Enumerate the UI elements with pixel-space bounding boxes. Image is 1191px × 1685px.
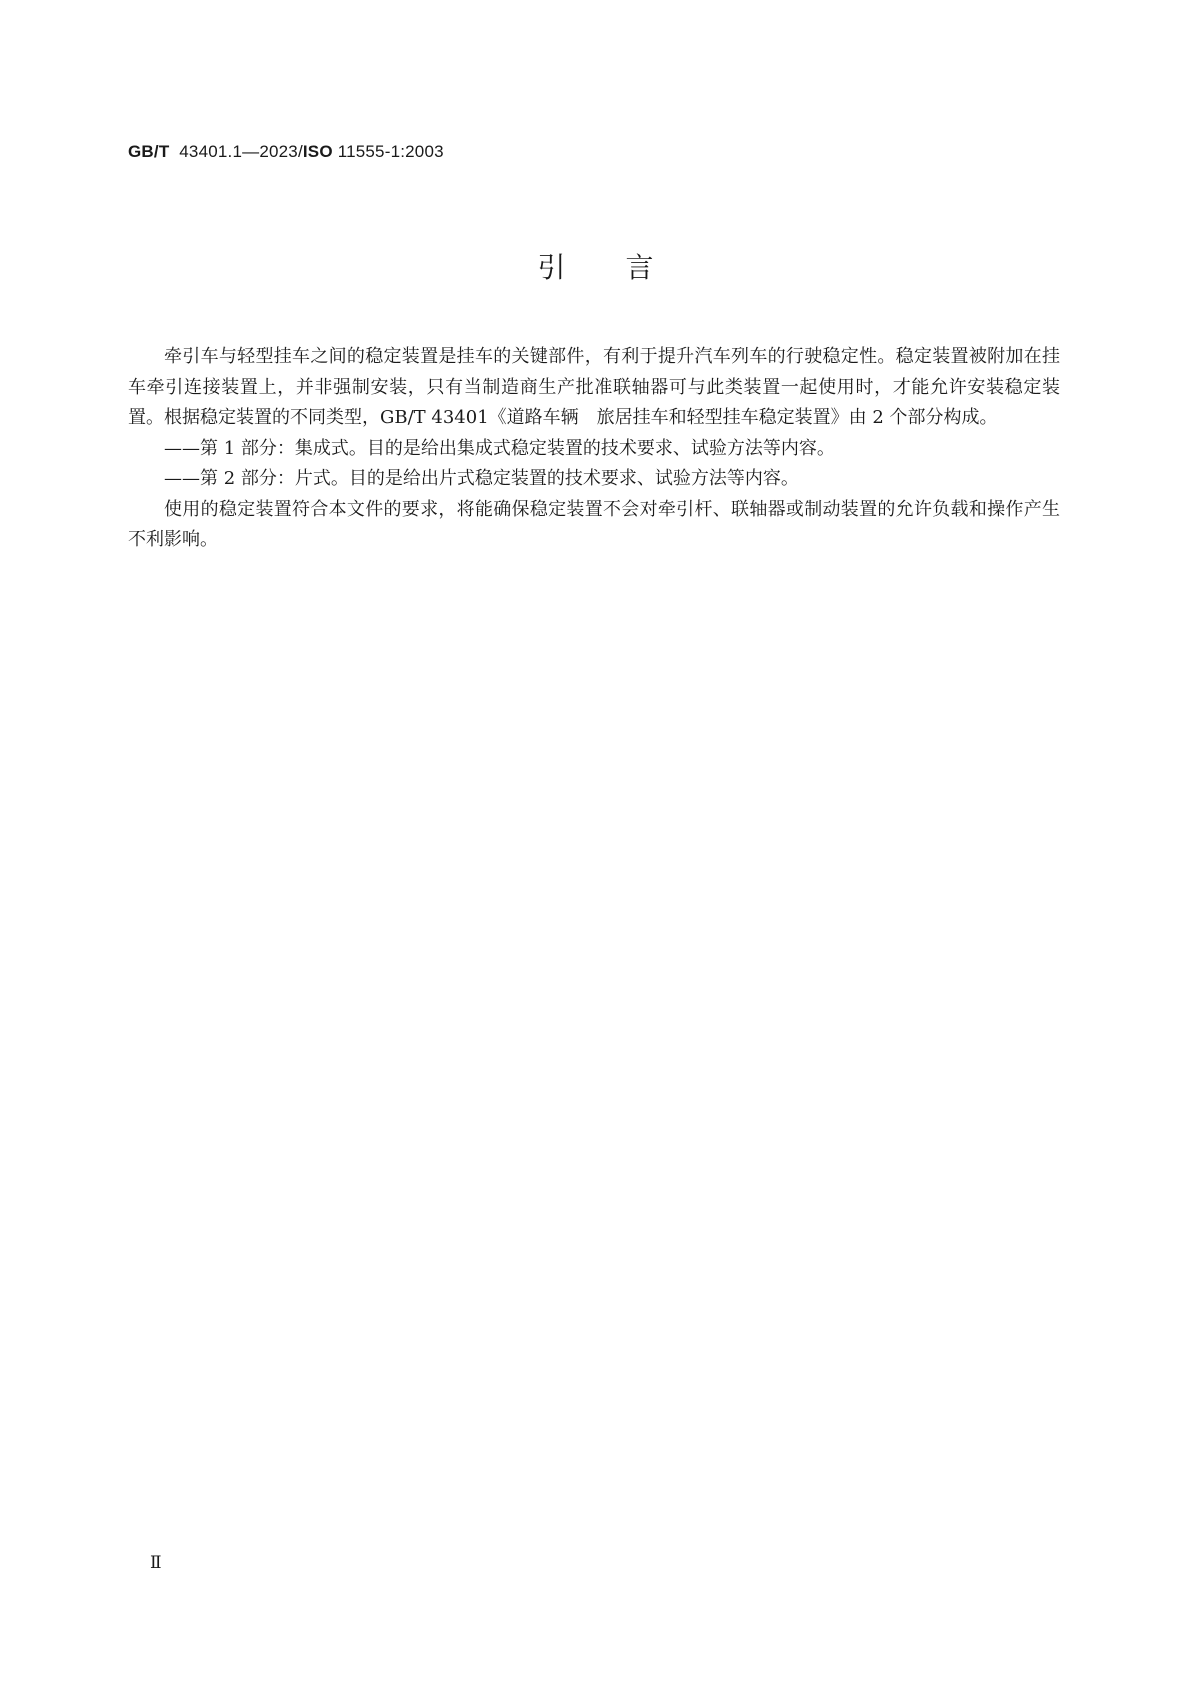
body-paragraph: 使用的稳定装置符合本文件的要求，将能确保稳定装置不会对牵引杆、联轴器或制动装置的允许负载和操作产生不利影响。	[128, 498, 1060, 550]
body-paragraph: 牵引车与轻型挂车之间的稳定装置是挂车的关键部件，有利于提升汽车列车的行驶稳定性。稳定装置被附加在挂车牵引连接装置上，并非强制安装，只有当制造商生产批准联轴器可与此类装置一起使用时，才能允许安装稳定装置。根据稳定装置的不同类型，GB/T 43401《道路车辆 旅居挂车和轻型挂车稳定装置》由 2 个部分构成。	[128, 346, 1060, 428]
iso-prefix: ISO	[302, 142, 333, 161]
document-body	[128, 342, 1060, 556]
page-number: Ⅱ	[150, 1553, 162, 1573]
body-list-item: ——第 2 部分：片式。目的是给出片式稳定装置的技术要求、试验方法等内容。	[164, 468, 799, 489]
iso-number: 11555-1:2003	[337, 142, 444, 161]
std-prefix: GB/T	[128, 142, 170, 161]
document-header	[128, 142, 444, 162]
body-list-item: ——第 1 部分：集成式。目的是给出集成式稳定装置的技术要求、试验方法等内容。	[164, 437, 835, 459]
std-number: 43401.1—2023/	[179, 142, 303, 161]
page-title: 引言	[537, 251, 714, 284]
